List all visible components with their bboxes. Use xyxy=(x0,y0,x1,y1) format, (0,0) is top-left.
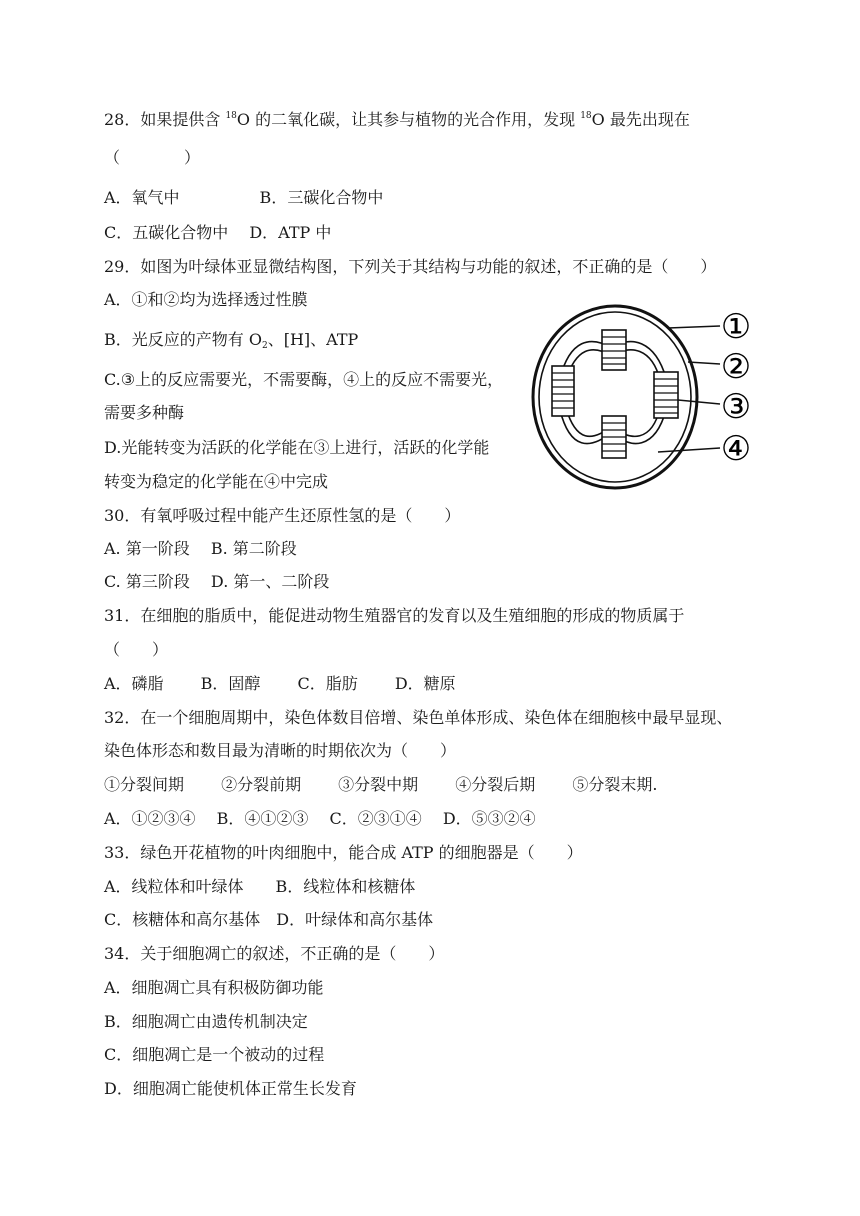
q28-stem-part: O 的二氧化碳，让其参与植物的光合作用，发现 xyxy=(236,110,581,129)
q34-stem: 34．关于细胞凋亡的叙述，不正确的是（ ） xyxy=(104,944,445,963)
q29-option-b-part: B．光反应的产物有 O xyxy=(104,330,262,349)
q31-stem: 31．在细胞的脂质中，能促进动物生殖器官的发育以及生殖细胞的形成的物质属于 xyxy=(104,606,685,625)
q29-subscript: 2 xyxy=(261,341,268,351)
q29-option-c-line1: C.③上的反应需要光，不需要酶，④上的反应不需要光， xyxy=(104,370,504,389)
granum-stack-bottom xyxy=(602,416,626,458)
q29-option-a: A．①和②均为选择透过性膜 xyxy=(104,290,308,309)
label-4: ④ xyxy=(720,429,752,469)
q33-stem: 33．绿色开花植物的叶肉细胞中，能合成 ATP 的细胞器是（ ） xyxy=(104,843,583,862)
q32-phase-list: ①分裂间期 ②分裂前期 ③分裂中期 ④分裂后期 ⑤分裂末期. xyxy=(104,775,658,794)
leader-line xyxy=(668,326,720,328)
q28-stem-part: 28．如果提供含 xyxy=(104,110,226,129)
q28-options-cd: C．五碳化合物中 D．ATP 中 xyxy=(104,223,332,242)
q29-stem: 29．如图为叶绿体亚显微结构图，下列关于其结构与功能的叙述，不正确的是（ ） xyxy=(104,257,717,276)
q32-options: A．①②③④ B．④①②③ C．②③①④ D．⑤③②④ xyxy=(104,809,536,828)
q29-option-b xyxy=(104,330,358,350)
q29-option-b-part: 、[H]、ATP xyxy=(267,330,359,349)
granum-stack-top xyxy=(602,330,626,370)
leader-line xyxy=(678,400,720,404)
q33-options-ab: A．线粒体和叶绿体 B．线粒体和核糖体 xyxy=(104,877,416,896)
q29-option-c-line2: 需要多种酶 xyxy=(104,403,185,422)
q29-option-d-line1: D.光能转变为活跃的化学能在③上进行，活跃的化学能 xyxy=(104,438,490,457)
label-2: ② xyxy=(720,347,752,387)
q28-stem xyxy=(104,110,690,130)
q30-options-ab: A. 第一阶段 B. 第二阶段 xyxy=(104,539,297,558)
q28-superscript: 18 xyxy=(580,111,592,121)
q30-options-cd: C. 第三阶段 D. 第一、二阶段 xyxy=(104,572,330,591)
granum-stack-left xyxy=(552,366,574,416)
q34-option-a: A．细胞凋亡具有积极防御功能 xyxy=(104,978,324,997)
q34-option-b: B．细胞凋亡由遗传机制决定 xyxy=(104,1012,308,1031)
q34-option-c: C．细胞凋亡是一个被动的过程 xyxy=(104,1045,325,1064)
label-3: ③ xyxy=(720,387,752,427)
q32-stem-line2: 染色体形态和数目最为清晰的时期依次为（ ） xyxy=(104,741,457,760)
q28-superscript: 18 xyxy=(225,111,237,121)
q29-option-d-line2: 转变为稳定的化学能在④中完成 xyxy=(104,472,329,491)
chloroplast-diagram xyxy=(530,300,780,495)
q30-stem: 30．有氧呼吸过程中能产生还原性氢的是（ ） xyxy=(104,506,461,525)
q34-option-d: D．细胞凋亡能使机体正常生长发育 xyxy=(104,1079,357,1098)
q33-options-cd: C．核糖体和高尔基体 D．叶绿体和高尔基体 xyxy=(104,910,434,929)
q32-stem-line1: 32．在一个细胞周期中，染色体数目倍增、染色单体形成、染色体在细胞核中最早显现、 xyxy=(104,708,733,727)
label-1: ① xyxy=(720,307,752,347)
q31-options: A．磷脂 B．固醇 C．脂肪 D．糖原 xyxy=(104,674,456,693)
granum-stack-right xyxy=(654,372,678,418)
q28-stem-part: O 最先出现在 xyxy=(591,110,690,129)
q28-answer-blank: （ ） xyxy=(104,148,201,167)
q31-answer-blank: （ ） xyxy=(104,640,169,659)
q28-options-ab: A．氧气中 B．三碳化合物中 xyxy=(104,188,384,207)
leader-line xyxy=(658,448,720,452)
